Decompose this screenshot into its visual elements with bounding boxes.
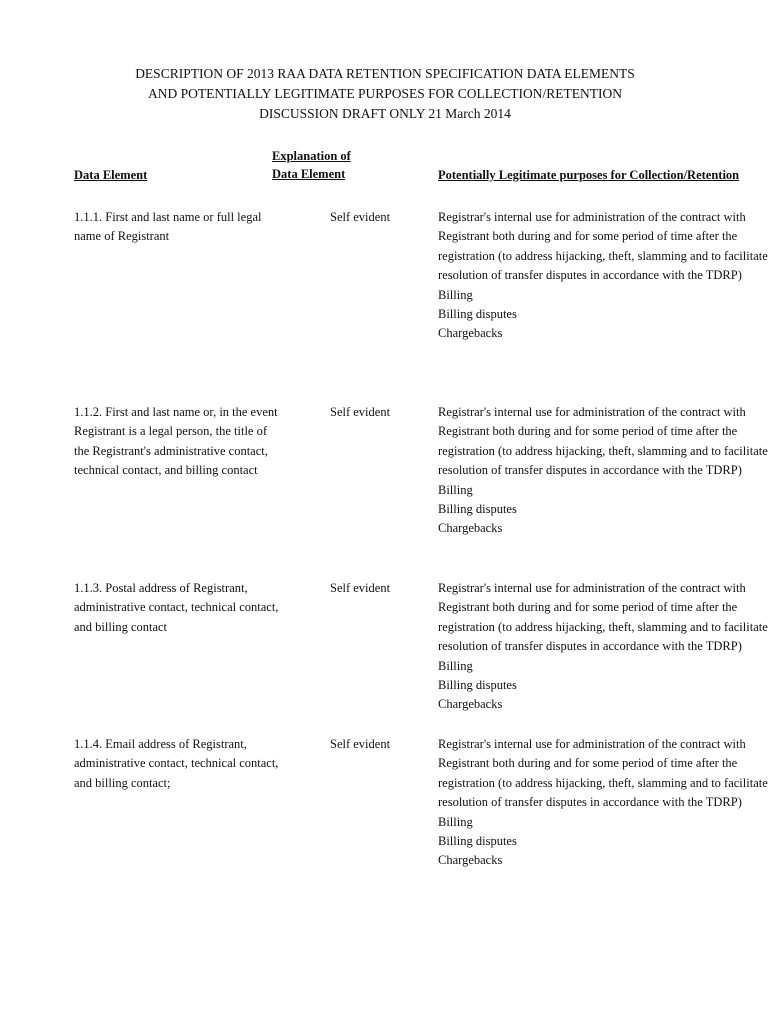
purpose-line: resolution of transfer disputes in accordance with the TDRP) [438,795,742,810]
purpose-line: Chargebacks [438,697,503,712]
purpose-line: registration (to address hijacking, theft, slamming and to facilitate [438,248,768,263]
data-element-cell: 1.1.4. Email address of Registrant, administrative contact, technical contact, and billing contact; [74,737,279,790]
purpose-line: Billing disputes [438,502,517,517]
purpose-line: Registrar's internal use for administration of the contract with [438,581,746,595]
purpose-line: Registrant both during and for some period of time after the [438,424,738,439]
purpose-line: Registrar's internal use for administration of the contract with [438,405,746,419]
purposes-cell [438,579,768,715]
purpose-line: Billing [438,482,473,497]
purposes-cell [438,208,768,344]
purpose-line: Registrar's internal use for administration of the contract with [438,210,746,224]
explanation-cell: Self evident [330,210,391,224]
data-element-cell: 1.1.2. First and last name or, in the event Registrant is a legal person, the title of the Registrant's administrative contact, technical contact, and billing contact [74,405,278,478]
header-explanation-line-2: Data Element [272,167,346,181]
purpose-line: registration (to address hijacking, theft, slamming and to facilitate [438,775,768,790]
purpose-line: registration (to address hijacking, theft, slamming and to facilitate [438,619,768,634]
explanation-cell: Self evident [330,737,391,751]
purpose-line: registration (to address hijacking, theft, slamming and to facilitate [438,443,768,458]
data-element-cell: 1.1.1. First and last name or full legal name of Registrant [74,210,262,244]
purpose-line: Billing disputes [438,834,517,849]
header-data-element: Data Element [74,168,148,182]
purpose-line: Registrar's internal use for administration of the contract with [438,737,746,751]
purpose-line: Billing [438,814,473,829]
purpose-line: Chargebacks [438,521,503,536]
explanation-cell: Self evident [330,581,391,595]
purpose-line: Registrant both during and for some period of time after the [438,229,738,244]
header-explanation [272,147,351,183]
header-purposes: Potentially Legitimate purposes for Collection/Retention [438,168,740,182]
purpose-line: Chargebacks [438,326,503,341]
purposes-cell [438,735,768,871]
purpose-line: Billing [438,658,473,673]
purpose-line: Billing disputes [438,307,517,322]
explanation-cell: Self evident [330,405,391,419]
purpose-line: Billing disputes [438,678,517,693]
purpose-line: resolution of transfer disputes in accordance with the TDRP) [438,268,742,283]
title-line-3: DISCUSSION DRAFT ONLY 21 March 2014 [259,106,511,121]
data-element-cell: 1.1.3. Postal address of Registrant, administrative contact, technical contact, and billing contact [74,581,279,634]
document-title [0,64,770,124]
header-explanation-line-1: Explanation of [272,149,351,163]
purpose-line: Registrant both during and for some period of time after the [438,600,738,615]
purpose-line: Registrant both during and for some period of time after the [438,756,738,771]
purposes-cell [438,403,768,539]
title-line-1: DESCRIPTION OF 2013 RAA DATA RETENTION SPECIFICATION DATA ELEMENTS [135,66,635,81]
purpose-line: resolution of transfer disputes in accordance with the TDRP) [438,639,742,654]
purpose-line: Billing [438,287,473,302]
title-line-2: AND POTENTIALLY LEGITIMATE PURPOSES FOR COLLECTION/RETENTION [148,86,622,101]
purpose-line: Chargebacks [438,853,503,868]
purpose-line: resolution of transfer disputes in accordance with the TDRP) [438,463,742,478]
